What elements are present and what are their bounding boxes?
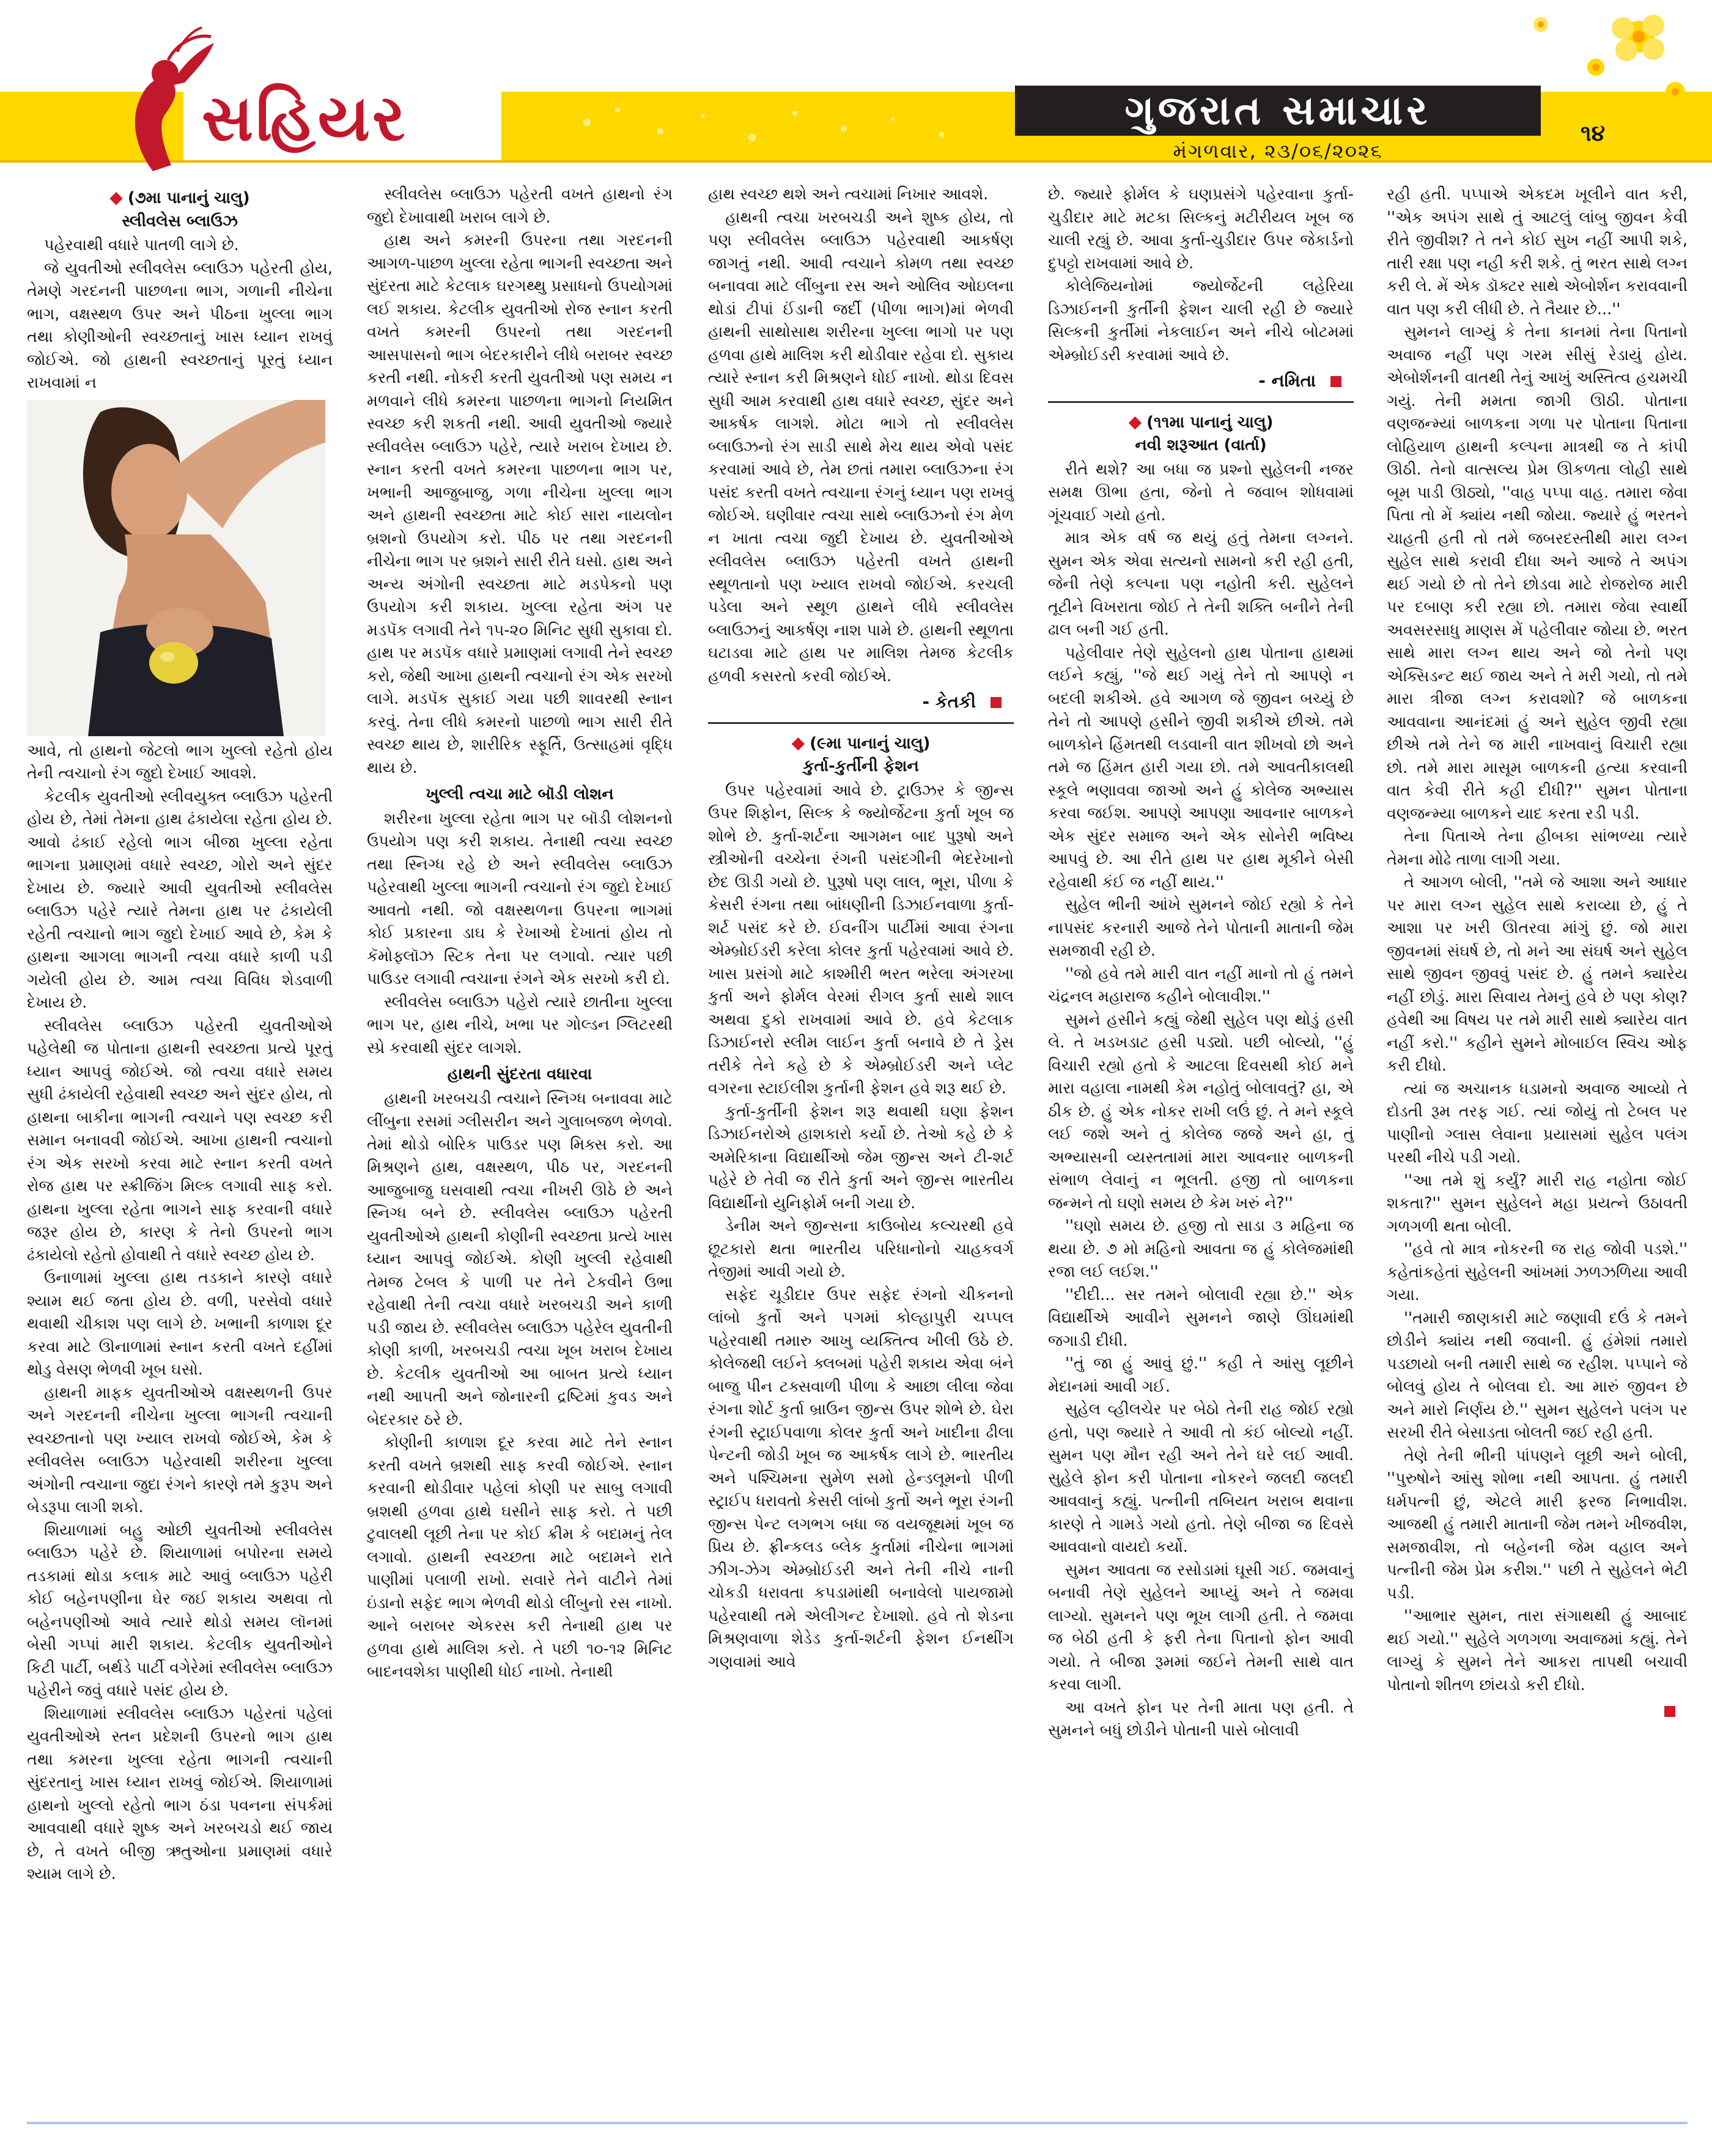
paragraph: તેણે તેની ભીની પાંપણને લૂછી અને બોલી, ''પુરુષોને આંસુ શોભા નથી આપતા. હું તમારી ધર્મપત્ની છું, એટલે મારી ફરજ નિભાવીશ. આજથી હું તમારી માતાની જેમ તમને ખીજવીશ, સમજાવીશ, તો બહેનની જેમ વહાલ અને પત્નીની જેમ પ્રેમ કરીશ.'' પછી તે સુહેલને ભેટી પડી. <box>1387 1446 1688 1603</box>
diamond-bullet-icon: ◆ <box>791 732 805 753</box>
paragraph: સુહેલ ભીની આંખે સુમનને જોઈ રહ્યો કે તેને નાપસંદ કરનારી આજે તેને પોતાની માતાની જેમ સમજાવી રહી છે. <box>1048 896 1354 960</box>
masthead <box>0 0 1712 177</box>
paragraph: હાથની ખરબચડી ત્વચાને સ્નિગ્ધ બનાવવા માટે લીંબુના રસમાં ગ્લીસરીન અને ગુલાબજળ ભેળવો. તેમાં થોડો બોરિક પાઉડર પણ મિક્સ કરો. આ મિશ્રણને હાથ, વક્ષસ્થળ, પીઠ પર, ગરદનની આજુબાજુ ઘસવાથી ત્વચા નીખરી ઊઠે છે અને સ્નિગ્ધ બને છે. સ્લીવલેસ બ્લાઉઝ પહેરતી યુવતીઓએ હાથની કોણીની સ્વચ્છતા પ્રત્યે ખાસ ધ્યાન આપવું જોઈએ. કોણી ખુલ્લી રહેવાથી તેમજ ટેબલ કે પાળી પર તેને ટેકવીને ઉભા રહેવાથી તેની ત્વચા વધારે ખરબચડી અને કાળી પડી જાય છે. સ્લીવલેસ બ્લાઉઝ પહેરેલ યુવતીની કોણી કાળી, ખરબચડી ત્વચા ખૂબ ખરાબ દેખાય છે. કેટલીક યુવતીઓ આ બાબત પ્રત્યે ધ્યાન નથી આપતી અને જોનારની દ્રષ્ટિમાં કુવડ અને બેદરકાર ઠરે છે. <box>367 1089 673 1429</box>
issue-date: મંગળવાર, ૨૩/૦૬/૨૦૨૬ <box>1173 139 1383 163</box>
column-1 <box>27 183 333 2103</box>
paragraph: ''તું જા હું આવું છું.'' કહી તે આંસુ લૂછીને મેદાનમાં આવી ગઈ. <box>1048 1354 1354 1396</box>
footer-rule <box>27 2122 1688 2124</box>
column-5 <box>1387 183 1688 2103</box>
article-divider <box>1048 401 1354 403</box>
paragraph: શરીરના ખુલ્લા રહેતા ભાગ પર બૉડી લોશનનો ઉપયોગ પણ કરી શકાય. તેનાથી ત્વચા સ્વચ્છ તથા સ્નિગ્ધ રહે છે અને સ્લીવલેસ બ્લાઉઝ પહેરવાથી ખુલ્લા ભાગની ત્વચાનો રંગ જુદો દેખાઈ આવતો નથી. જો વક્ષસ્થળના ઉપરના ભાગમાં કોઈ પ્રકારના ડાઘ કે રેખાઓ દેખાતાં હોય તો કૅમોફ્લૉઝ સ્ટિક તેના પર લગાવો. ત્યાર પછી પાઉડર લગાવી ત્વચાના રંગને એક સરખો કરી દો. <box>367 809 673 988</box>
paragraph: ''ઘણો સમય છે. હજી તો સાડા ૩ મહિના જ થયા છે. ૭ મો મહિનો આવતા જ હું કોલેજમાંથી રજા લઈ લઈશ.'' <box>1048 1217 1354 1281</box>
page-number-badge: ૧૪ <box>1569 110 1617 158</box>
article-title: નવી શરૂઆત (વાર્તા) <box>1135 436 1267 454</box>
flower-decoration <box>1587 15 1685 102</box>
continuation-label: (૧૧મા પાનાનું ચાલુ) <box>1146 413 1274 432</box>
paragraph: માત્ર એક વર્ષ જ થયું હતું તેમના લગ્નને. સુમન એક એવા સત્યનો સામનો કરી રહી હતી, જેની તેણે કલ્પના પણ નહોતી કરી. સુહેલને તૂટીને વિખરાતા જોઈ તે તેની શક્તિ બનીને તેની ઢાલ બની ગઈ હતી. <box>1048 529 1354 639</box>
paragraph: ''આ તમે શું કર્યું? મારી રાહ નહોતા જોઈ શકતા?'' સુમન સુહેલને મહા પ્રયત્ને ઉઠાવતી ગળગળી થતા બોલી. <box>1387 1171 1688 1236</box>
paragraph: હાથ અને કમરની ઉપરના તથા ગરદનની આગળ-પાછળ ખુલ્લા રહેતા ભાગની સ્વચ્છતા અને સુંદરતા માટે કેટલાક ઘરગથ્થુ પ્રસાધનો ઉપયોગમાં લઈ શકાય. કેટલીક યુવતીઓ રોજ સ્નાન કરતી વખતે કમરની ઉપરનો તથા ગરદનની આસપાસનો ભાગ બેદરકારીને લીધે બરાબર સ્વચ્છ કરતી નથી. નોકરી કરતી યુવતીઓ પણ સમય ન મળવાને લીધે કમરના પાછળના ભાગનો નિયમિત સ્વચ્છ કરી શકતી નથી. આવી યુવતીઓ જ્યારે સ્લીવલેસ બ્લાઉઝ પહેરે, ત્યારે ખરાબ દેખાય છે. સ્નાન કરતી વખતે કમરના પાછળના ભાગ પર, ખભાની આજુબાજુ, ગળા નીચેના ખુલ્લા ભાગ અને હાથની સ્વચ્છતા માટે કોઈ સારા નાયલોન બ્રશનો ઉપયોગ કરો. પીઠ પર તથા ગરદનની નીચેના ભાગ પર બ્રશને સારી રીતે ઘસો. હાથ અને અન્ય અંગોની સ્વચ્છતા માટે મડપેકનો પણ ઉપયોગ કરી શકાય. ખુલ્લા રહેતા અંગ પર મડપૅક લગાવી તેને ૧૫-૨૦ મિનિટ સુધી સુકાવા દો. હાથ પર મડપૅક વધારે પ્રમાણમાં લગાવી તેને સ્વચ્છ કરો, જેથી આખા હાથની ત્વચાનો રંગ એક સરખો લાગે. મડપૅક સુકાઈ ગયા પછી શાવરથી સ્નાન કરવું. તેના લીધે કમરનો પાછળો ભાગ સારી રીતે સ્વચ્છ થાય છે, શારીરિક સ્ફૂર્તિ, ઉત્સાહમાં વૃદ્ધિ થાય છે. <box>367 231 673 777</box>
paragraph: શિયાળામાં બહુ ઓછી યુવતીઓ સ્લીવલેસ બ્લાઉઝ પહેરે છે. શિયાળામાં બપોરના સમયે તડકામાં થોડા કલાક માટે આવું બ્લાઉઝ પહેરી કોઈ બહેનપણીના ઘેર જઈ શકાય અથવા તો બહેનપણીઓ આવે ત્યારે થોડો સમય લૉનમાં બેસી ગપ્પાં મારી શકાય. કેટલીક યુવતીઓને કિટી પાર્ટી, બર્થડે પાર્ટી વગેરેમાં સ્લીવલેસ બ્લાઉઝ પહેરીને જવું વધારે પસંદ હોય છે. <box>27 1521 333 1700</box>
column-4 <box>1048 183 1354 2103</box>
paragraph: સ્લીવલેસ બ્લાઉઝ પહેરતી વખતે હાથનો રંગ જુદો દેખાવાથી ખરાબ લાગે છે. <box>367 185 673 227</box>
continuation-label: (૯મા પાનાનું ચાલુ) <box>810 734 931 753</box>
column-3 <box>708 183 1014 2103</box>
paragraph: ''જો હવે તમે મારી વાત નહીં માનો તો હું તમને ચંદ્રનલ મહારાજ કહીને બોલાવીશ.'' <box>1048 964 1354 1006</box>
continuation-heading <box>1048 410 1354 435</box>
story-end <box>1387 1699 1675 1722</box>
paragraph: ''તમારી જાણકારી માટે જણાવી દઉં કે તમને છોડીને ક્યાંય નથી જવાની. હું હંમેશાં તમારો પડછાયો બની તમારી સાથે જ રહીશ. પપ્પાને જે બોલવું હોય તે બોલવા દો. આ મારું જીવન છે અને મારો નિર્ણય છે.'' સુમન સુહેલને પલંગ પર સરખી રીતે બેસાડતા બોલતી જઈ રહી હતી. <box>1387 1309 1688 1442</box>
paragraph: હાથની માફક યુવતીઓએ વક્ષસ્થળની ઉપર અને ગરદનની નીચેના ખુલ્લા ભાગની ત્વચાની સ્વચ્છતાનો પણ ખ્યાલ રાખવો જોઈએ, કેમ કે સ્લીવલેસ બ્લાઉઝ પહેરવાથી શરીરના ખુલ્લા અંગોની ત્વચાના જુદા રંગને કારણે તમે કુરૂપ અને બેડરૂપા લાગી શકો. <box>27 1383 333 1516</box>
paragraph: સ્લીવલેસ બ્લાઉઝ પહેરો ત્યારે છાતીના ખુલ્લા ભાગ પર, હાથ નીચે, ખભા પર ગોલ્ડન ગ્લિટરથી સ્પ્રે કરવાથી સુંદર લાગશે. <box>367 992 673 1057</box>
paragraph: કોણીની કાળાશ દૂર કરવા માટે તેને સ્નાન કરતી વખતે બ્રશથી સાફ કરવી જોઈએ. સ્નાન કરવાની થોડીવાર પહેલાં કોણી પર સાબુ લગાવી બ્રશથી હળવા હાથે ઘસીને સાફ કરો. તે પછી ટુવાલથી લૂછી તેના પર કોઈ ક્રીમ કે બદામનું તેલ લગાવો. હાથની સ્વચ્છતા માટે બદામને રાતે પાણીમાં પલાળી રાખો. સવારે તેને વાટીને તેમાં ઇંડાનો સફેદ ભાગ ભેળવી થોડો લીંબુનો રસ નાખો. આને બરાબર એકરસ કરી તેનાથી હાથ પર હળવા હાથે માલિશ કરો. તે પછી ૧૦-૧૨ મિનિટ બાદનવશેકા પાણીથી ધોઈ નાખો. તેનાથી <box>367 1433 673 1681</box>
end-mark-icon <box>991 697 1002 708</box>
continuation-label: (૭મા પાનાનું ચાલુ) <box>127 189 250 207</box>
paragraph: છે. જ્યારે ફોર્મલ કે ઘણપ્રસંગે પહેરવાના કુર્તા-ચુડીદાર માટે મટકા સિલ્કનું મટીરીયલ ખૂબ જ ચાલી રહ્યું છે. આવા કુર્તા-ચુડીદાર ઉપર જેકાર્ડનો દુપટ્ટો રાખવામાં આવે છે. <box>1048 185 1354 273</box>
woman-applying-cream-photo <box>27 400 325 736</box>
paragraph: કોલેજિયનોમાં જ્યોર્જેટની લહેરિયા ડિઝાઈનની કુર્તીની ફેશન ચાલી રહી છે જ્યારે સિલ્કની કુર્તીમાં નેકલાઈન અને નીચે બોટમમાં એમ્બ્રોઈડરી કરવામાં આવે છે. <box>1048 277 1354 364</box>
paragraph: તે આગળ બોલી, ''તમે જે આશા અને આધાર પર મારા લગ્ન સુહેલ સાથે કરાવ્યા છે, હું તે આશા પર ખરી ઊતરવા માંગું છું. જો મારા જીવનમાં સંઘર્ષ છે, તો મને આ સંઘર્ષ અને સુહેલ સાથે જીવન જીવવું પસંદ છે. હું તમને ક્યારેય નહીં છોડું. મારા સિવાય તેમનું હવે છે પણ કોણ? હવેથી આ વિષય પર તમે મારી સાથે ક્યારેય વાત નહીં કરો.'' કહીને સુમને મોબાઈલ સ્વિચ ઓફ કરી દીધો. <box>1387 873 1688 1075</box>
author-name: - કેતકી <box>922 692 976 712</box>
paragraph: સુમનને લાગ્યું કે તેના કાનમાં તેના પિતાનો અવાજ નહીં પણ ગરમ સીસું રેડાયું હોય. એબોર્શનની વાતથી તેનું આખું અસ્તિત્વ હચમચી ગયું. તેની મમતા જાગી ઊઠી. પોતાના વણજન્મ્યાં બાળકના ગળા પર પોતાના પિતાના લોહિયાળ હાથની કલ્પના માત્રથી જ તે કાંપી ઊઠી. તેનો વાત્સલ્ય પ્રેમ ઊકળતા લોહી સાથે બૂમ પાડી ઊઠ્યો, ''વાહ પપ્પા વાહ. તમારા જેવા પિતા તો મેં ક્યાંય નથી જોયા. જ્યારે હું ભરતને ચાહતી હતી તો તમે જબરદસ્તીથી મારા લગ્ન સુહેલ સાથે કરાવી દીધા અને આજે તે અપંગ થઈ ગયો છે તો તેને છોડવા માટે રોજરોજ મારી પર દબાણ કરી રહ્યા છો. તમારા જેવા સ્વાર્થી અવસરસાધુ માણસ મેં પહેલીવાર જોયા છે. ભરત સાથે મારા લગ્ન થાય અને જો તેનો પણ એક્સિડન્ટ થઈ જાય અને તે મરી ગયો, તો તમે મારા ત્રીજા લગ્ન કરાવશો? જે બાળકના આવવાના આનંદમાં હું અને સુહેલ જીવી રહ્યા છીએ તમે તેને જ મારી નાખવાનું વિચારી રહ્યા છો. તમે મારા માસૂમ બાળકની હત્યા કરવાની વાત કેવી રીતે કહી દીધી?'' સુમન પોતાના વણજન્મ્યા બાળકને યાદ કરતા રડી પડી. <box>1387 323 1688 823</box>
article-photo <box>27 400 325 736</box>
paragraph: આ વખતે ફોન પર તેની માતા પણ હતી. તે સુમનને બધું છોડીને પોતાની પાસે બોલાવી <box>1048 1698 1354 1740</box>
paragraph: પહેલીવાર તેણે સુહેલનો હાથ પોતાના હાથમાં લઈને કહ્યું, ''જે થઈ ગયું તેને તો આપણે ન બદલી શકીએ. હવે આગળ જે જીવન બચ્યું છે તેને તો આપણે હસીને જીવી શકીએ છીએ. તમે બાળકોને હિંમતથી લડવાની વાત શીખવો છો અને તમે જ હિંમત હારી ગયા છો. તમે આવતીકાલથી સ્કૂલે ભણાવવા જાઓ અને હું કોલેજ અભ્યાસ કરવા જઈશ. આપણે આપણા આવનાર બાળકને એક સુંદર સમાજ અને એક સોનેરી ભવિષ્ય આપવું છે. આ રીતે હાથ પર હાથ મૂકીને બેસી રહેવાથી કંઈ જ નહીં થાય.'' <box>1048 643 1354 892</box>
paragraph: પહેરવાથી વધારે પાતળી લાગે છે. <box>44 236 239 254</box>
paragraph: તેના પિતાએ તેના હીબકા સાંભળ્યા ત્યારે તેમના મોઢે તાળા લાગી ગયા. <box>1387 827 1688 869</box>
end-mark-icon <box>1330 376 1341 387</box>
newspaper-name: ગુજરાત સમાચાર <box>1015 86 1541 136</box>
paragraph: રહી હતી. પપ્પાએ એકદમ ખૂલીને વાત કરી, ''એક અપંગ સાથે તું આટલું લાંબુ જીવન કેવી રીતે જીવીશ? તે તને કોઈ સુખ નહીં આપી શકે, તારી રક્ષા પણ નહી કરી શકે. તું ભરત સાથે લગ્ન કરી લે. મેં એક ડૉક્ટર સાથે એબોર્શન કરાવવાની વાત પણ કરી લીધી છે. તે તૈયાર છે...'' <box>1387 185 1688 319</box>
author-byline <box>708 690 1002 714</box>
paragraph: શિયાળામાં સ્લીવલેસ બ્લાઉઝ પહેરતાં પહેલાં યુવતીઓએ સ્તન પ્રદેશની ઉપરનો ભાગ હાથ તથા કમરના ખુલ્લા રહેતા ભાગની ત્વચાની સુંદરતાનું ખાસ ધ્યાન રાખવું જોઈએ. શિયાળામાં હાથનો ખુલ્લો રહેતો ભાગ ઠંડા પવનના સંપર્કમાં આવવાથી વધારે શુષ્ક અને ખરબચડો થઈ જાય છે, તે વખતે બીજી ઋતુઓના પ્રમાણમાં વધારે શ્યામ લાગે છે. <box>27 1704 333 1883</box>
section-heading: હાથની સુંદરતા વધારવા <box>447 1065 592 1084</box>
diamond-bullet-icon: ◆ <box>109 187 123 207</box>
paragraph: સ્લીવલેસ બ્લાઉઝ પહેરતી યુવતીઓએ પહેલેથી જ પોતાના હાથની સ્વચ્છતા પ્રત્યે પૂરતું ધ્યાન આપવું જોઈએ. જો ત્વચા વધારે સમય સુધી ઢંકાયેલી રહેવાથી સ્વચ્છ અને સુંદર હોય, તો હાથના બાકીના ભાગની ત્વચાને પણ સ્વચ્છ કરી સમાન બનાવવી જોઈએ. આખા હાથની ત્વચાનો રંગ એક સરખો કરવા માટે સ્નાન કરતી વખતે રોજ હાથ પર સ્ક્રીજિંગ મિલ્ક લગાવી સાફ કરો. હાથના ખુલ્લા રહેતા ભાગને સાફ કરવાની વધારે જરૂર હોય છે, કારણ કે તેનો ઉપરનો ભાગ ઢંકાયેલો રહેતો હોવાથી તે વધારે સ્વચ્છ હોય છે. <box>27 1016 333 1264</box>
paragraph: ઉપર પહેરવામાં આવે છે. ટ્રાઉઝર કે જીન્સ ઉપર શિફોન, સિલ્ક કે જ્યોર્જેટના કુર્તા ખૂબ જ શોભે છે. કુર્તા-શર્ટના આગમન બાદ પુરૂષો અને સ્ત્રીઓની વચ્ચેના રંગની પસંદગીની ભેદરેખાનો છેદ ઊડી ગયો છે. પુરૂષો પણ લાલ, ભૂરા, પીળા કે કેસરી રંગના તથા બાંધણીની ડિઝાઈનવાળા કુર્તા-શર્ટ પસંદ કરે છે. ઈવનીંગ પાર્ટીમાં આવા રંગના એમ્બ્રોઈડરી કરેલા કોલર કુર્તા પહેરવામાં આવે છે. ખાસ પ્રસંગો માટે કાશ્મીરી ભરત ભરેલા અંગરખા કુર્તા અને ફોર્મલ વેરમાં રીગલ કુર્તા સાથે શાલ અથવા દુકો રાખવામાં આવે છે. હવે કેટલાક ડિઝાઈનરો સ્લીમ લાઈન કુર્તા બનાવે છે તે ડ્રેસ તરીકે તેને કહે છે કે એમ્બ્રોઈડરી અને પ્લેટ વગરના સ્ટાઈલીશ કુર્તાની ફેશન હવે શરૂ થઈ છે. <box>708 781 1014 1098</box>
continuation-heading <box>708 731 1014 756</box>
article-title: સ્લીવલેસ બ્લાઉઝ <box>122 212 238 231</box>
article-divider <box>708 722 1014 724</box>
paragraph: હાથની ત્વચા ખરબચડી અને શુષ્ક હોય, તો પણ સ્લીવલેસ બ્લાઉઝ પહેરવાથી આકર્ષણ જાગતું નથી. આવી ત્વચાને કોમળ તથા સ્વચ્છ બનાવવા માટે લીંબુના રસ અને ઓલિવ ઓઇલના થોડાં ટીપાં ઈંડાની જર્દી (પીળા ભાગ)માં ભેળવી હાથની સાથોસાથ શરીરના ખુલ્લા ભાગો પર પણ હળવા હાથે માલિશ કરી થોડીવાર રહેવા દો. સુકાય ત્યારે સ્નાન કરી મિશ્રણને ધોઈ નાખો. થોડા દિવસ સુધી આમ કરવાથી હાથ વધારે સ્વચ્છ, સુંદર અને આકર્ષક લાગશે. મોટા ભાગે તો સ્લીવલેસ બ્લાઉઝનો રંગ સાડી સાથે મેચ થાય એવો પસંદ કરવામાં આવે છે, તેમ છતાં તમારા બ્લાઉઝના રંગ પસંદ કરતી વખતે ત્વચાના રંગનું ધ્યાન પણ રાખવું જોઈએ. ઘણીવાર ત્વચા સાથે બ્લાઉઝનો રંગ મેળ ન ખાતા ત્વચા જુદી દેખાય છે. યુવતીઓએ સ્લીવલેસ બ્લાઉઝ પહેરતી વખતે હાથની સ્થૂળતાનો પણ ખ્યાલ રાખવો જોઈએ. કરચલી પડેલા અને સ્થૂળ હાથને લીધે સ્લીવલેસ બ્લાઉઝનું આકર્ષણ નાશ પામે છે. હાથની સ્થૂળતા ઘટાડવા માટે હાથ પર માલિશ તેમજ કેટલીક હળવી કસરતો કરવી જોઈએ. <box>708 208 1014 685</box>
paragraph: હાથ સ્વચ્છ થશે અને ત્વચામાં નિખાર આવશે. <box>708 185 989 204</box>
paragraph: કુર્તા-કુર્તીની ફેશન શરૂ થવાથી ઘણા ફેશન ડિઝાઈનરોએ હાશકારો કર્યો છે. તેઓ કહે છે કે અમેરિકાના વિદ્યાર્થીઓ જેમ જીન્સ અને ટી-શર્ટ પહેરે છે તેવી જ રીતે કુર્તા અને જીન્સ ભારતીય વિદ્યાર્થીનો યુનિફોર્મ બની ગયા છે. <box>708 1102 1014 1213</box>
paragraph: સફેદ ચૂડીદાર ઉપર સફેદ રંગનો ચીકનનો લાંબો કુર્તો અને પગમાં કોલ્હાપુરી ચપ્પલ પહેરવાથી તમારુ આખુ વ્યક્તિત્વ ખીલી ઉઠે છે. કોલેજથી લઈને ક્લબમાં પહેરી શકાય એવા બંને બાજુ પીન ટક્સવાળી પીળા કે આછા લીલા જેવા રંગના શોર્ટ કુર્તા બ્રાઉન જીન્સ ઉપર શોભે છે. ઘેરા રંગની સ્ટ્રાઈપવાળા કોલર કુર્તા અને ખાદીના ઢીલા પેન્ટની જોડી ખૂબ જ આકર્ષક લાગે છે. ભારતીય અને પશ્ચિમના સુમેળ સમો હેન્ડલૂમનો પીળી સ્ટ્રાઈપ ધરાવતો કેસરી લાંબો કુર્તો અને ભૂરા રંગની જીન્સ પેન્ટ લગભગ બધા જ વયજૂથમાં ખૂબ જ પ્રિય છે. ફ્રીન્કલડ બ્લેક કુર્તામાં નીચેના ભાગમાં ઝીગ-ઝેગ એમ્બ્રોઈડરી અને તેની નીચે નાની ચોકડી ધરાવતા કપડામાંથી બનાવેલો પાયજામો પહેરવાથી તમે એલીગન્ટ દેખાશો. હવે તો શેડના મિશ્રણવાળા શેડેડ કુર્તા-શર્ટની ફેશન ઈનથીંગ ગણવામાં આવે <box>708 1285 1014 1671</box>
brand-title: સહિયર <box>202 81 408 155</box>
end-mark-icon <box>1664 1706 1675 1717</box>
author-name: - નમિતા <box>1258 371 1316 391</box>
paragraph: ''આભાર સુમન, તારા સંગાથથી હું આબાદ થઈ ગયો.'' સુહેલે ગળગળા અવાજમાં કહ્યું. તેને લાગ્યું કે સુમને તેને આકરા તાપથી બચાવી પોતાનો શીતળ છાંયડો કરી દીધો. <box>1387 1607 1688 1694</box>
paragraph: ''દીદી... સર તમને બોલાવી રહ્યા છે.'' એક વિદ્યાર્થીએ આવીને સુમનને જાણે ઊંઘમાંથી જગાડી દીધી. <box>1048 1285 1354 1350</box>
section-heading: ખુલ્લી ત્વચા માટે બૉડી લોશન <box>426 785 614 803</box>
paragraph: સુમને હસીને કહ્યું જેથી સુહેલ પણ થોડું હસી લે. તે ખડખડાટ હસી પડ્યો. પછી બોલ્યો, ''હું વિચારી રહ્યો હતો કે આટલા દિવસથી કોઈ મને મારા વહાલા નામથી કેમ નહોતું બોલાવતું? હા, એ ઠીક છે. હું એક નોકર રાખી લઉં છું. તે મને સ્કૂલે લઈ જશે અને તું કોલેજ જજે અને હા, તું અભ્યાસની વ્યસ્તતામાં મારા આવનાર બાળકની સંભાળ લેવાનું ન ભૂલતી. હજી તો બાળકના જન્મને તો ઘણો સમય છે કેમ ખરું ને?'' <box>1048 1010 1354 1213</box>
article-title: કુર્તા-કુર્તીની ફેશન <box>803 757 919 775</box>
column-2 <box>367 183 673 2103</box>
paragraph: સુહેલ વ્હીલચેર પર બેઠો તેની રાહ જોઈ રહ્યો હતો, પણ જ્યારે તે આવી તો કંઈ બોલ્યો નહીં. સુમન પણ મૌન રહી અને તેને ઘરે લઈ આવી. સુહેલે ફોન કરી પોતાના નોકરને જલદી જલદી આવવાનું કહ્યું. પત્નીની તબિયત ખરાબ થવાના કારણે તે ગામડે ગયો હતો. તેણે બીજા જ દિવસે આવવાનો વાયદો કર્યો. <box>1048 1400 1354 1556</box>
paragraph: ''હવે તો માત્ર નોકરની જ રાહ જોવી પડશે.'' કહેતાંકહેતાં સુહેલની આંખમાં ઝળઝળિયા આવી ગયા. <box>1387 1240 1688 1304</box>
paragraph: જે યુવતીઓ સ્લીવલેસ બ્લાઉઝ પહેરતી હોય, તેમણે ગરદનની પાછળના ભાગ, ગળાની નીચેના ભાગ, વક્ષસ્થળ ઉપર અને પીઠના ખુલ્લા ભાગ તથા કોણીઓની સ્વચ્છતાનું ખાસ ધ્યાન રાખવું જોઈએ. જો હાથની સ્વચ્છતાનું પૂરતું ધ્યાન રાખવામાં ન <box>27 259 333 392</box>
paragraph: ઉનાળામાં ખુલ્લા હાથ તડકાને કારણે વધારે શ્યામ થઈ જતા હોય છે. વળી, પરસેવો વધારે થવાથી ચીકાશ પણ લાગે છે. ખભાની કાળાશ દૂર કરવા માટે ઊનાળામાં સ્નાન કરતી વખતે દહીંમાં થોડુ વેસણ ભેળવી ખૂબ ઘસો. <box>27 1269 333 1379</box>
paragraph: રીતે થશે? આ બધા જ પ્રશ્નો સુહેલની નજર સમક્ષ ઊભા હતા, જેનો તે જવાબ શોધવામાં ગૂંચવાઈ ગયો હતો. <box>1048 460 1354 525</box>
paragraph: સુમન આવતા જ રસોડામાં ઘૂસી ગઈ. જમવાનું બનાવી તેણે સુહેલને આપ્યું અને તે જમવા લાગ્યો. સુમનને પણ ભૂખ લાગી હતી. તે જમવા જ બેઠી હતી કે ફરી તેના પિતાનો ફોન આવી ગયો. તે બીજા રૂમમાં જઈને તેમની સાથે વાત કરવા લાગી. <box>1048 1560 1354 1694</box>
author-byline <box>1048 369 1341 393</box>
paragraph: ત્યાં જ અચાનક ધડામનો અવાજ આવ્યો તે દોડતી રૂમ તરફ ગઈ. ત્યાં જોયું તો ટેબલ પર પાણીનો ગ્લાસ લેવાના પ્રયાસમાં સુહેલ પલંગ પરથી નીચે પડી ગયો. <box>1387 1079 1688 1167</box>
paragraph: ડેનીમ અને જીન્સના કાઉબોય કલ્ચરથી હવે છૂટકારો થતા ભારતીય પરિધાનોનો ચાહકવર્ગ તેજીમાં આવી ગયો છે. <box>708 1217 1014 1281</box>
continuation-heading <box>27 186 333 210</box>
paragraph: કેટલીક યુવતીઓ સ્લીવયુક્ત બ્લાઉઝ પહેરતી હોય છે, તેમાં તેમના હાથ ઢંકાયેલા રહેતા હોય છે. આવો ઢંકાઈ રહેલો ભાગ બીજા ખુલ્લા રહેતા ભાગના પ્રમાણમાં વધારે સ્વચ્છ, ગોરો અને સુંદર દેખાય છે. જ્યારે આવી યુવતીઓ સ્લીવલેસ બ્લાઉઝ પહેરે ત્યારે તેમના હાથ પર ઢંકાયેલી રહેતી ત્વચાનો ભાગ જુદો દેખાઈ આવે છે, કેમ કે હાથના આગલા ભાગની ત્વચા વધારે કાળી પડી ગયેલી હોય છે. આમ ત્વચા વિવિધ શેડવાળી દેખાય છે. <box>27 787 333 1012</box>
diamond-bullet-icon: ◆ <box>1128 411 1142 432</box>
paragraph: આવે, તો હાથનો જેટલો ભાગ ખુલ્લો રહેતો હોય તેની ત્વચાનો રંગ જુદો દેખાઈ આવશે. <box>27 741 333 783</box>
